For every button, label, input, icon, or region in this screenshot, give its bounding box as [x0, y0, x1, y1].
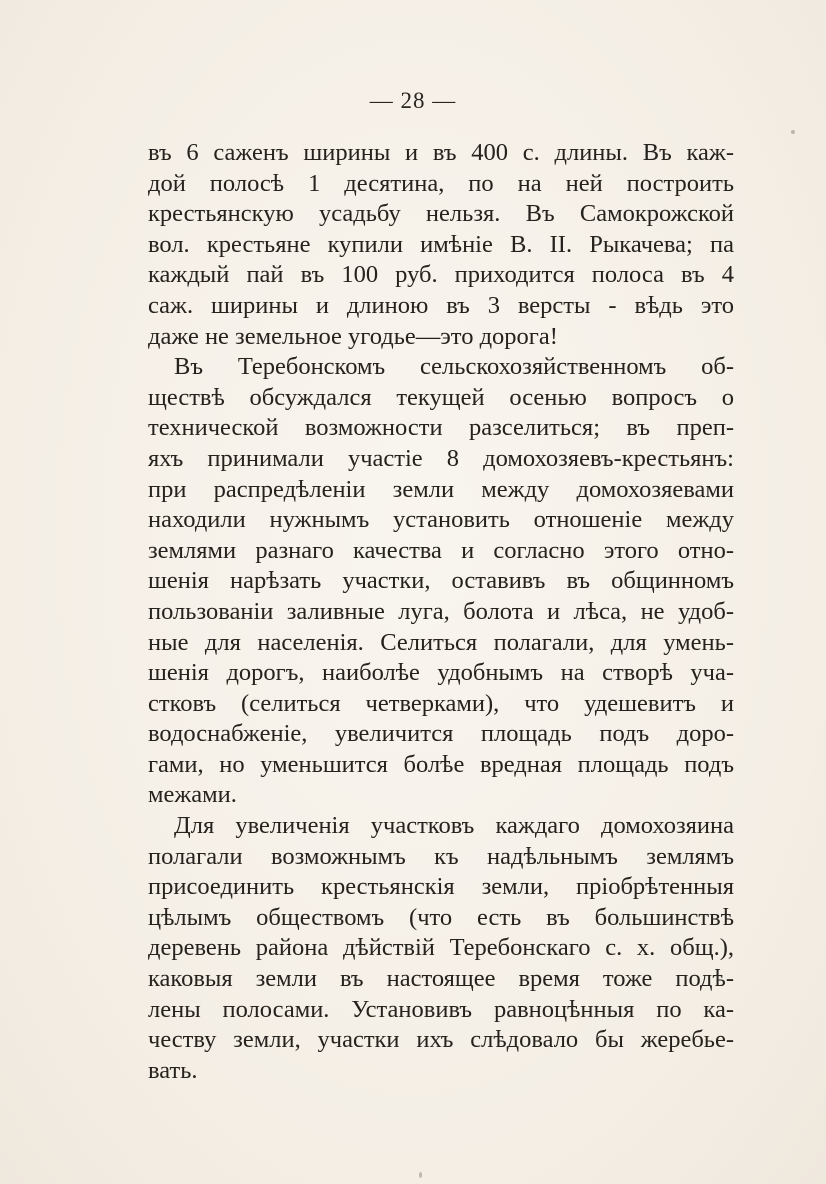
text-line: вол. крестьяне купили имѣніе В. II. Рыкачева; па	[148, 230, 734, 258]
text-line: даже не земельное угодье—это дорога!	[148, 322, 558, 350]
text-line: ные для населенія. Селиться полагали, для умень-	[148, 628, 734, 656]
paragraph-start-line: Для увеличенія участковъ каждаго домохозяина	[174, 812, 734, 840]
text-line: саж. ширины и длиною въ 3 версты - вѣдь это	[148, 291, 734, 319]
text-line: присоединить крестьянскія земли, пріобрѣтенныя	[148, 873, 734, 901]
text-line: лены полосами. Установивъ равноцѣнныя по ка-	[148, 995, 734, 1023]
text-line: деревень района дѣйствій Теребонскаго с. х. общ.),	[148, 934, 734, 962]
page-number: — 28 —	[369, 88, 457, 113]
text-line: при распредѣленіи земли между домохозяевами	[148, 475, 734, 503]
body-text	[148, 138, 734, 1086]
text-line: каждый пай въ 100 руб. приходится полоса въ 4	[148, 261, 734, 289]
text-line: шенія дорогъ, наиболѣе удобнымъ на створѣ уча-	[148, 659, 734, 687]
text-line: землями разнаго качества и согласно этого отно-	[148, 536, 734, 564]
text-line: пользованіи заливные луга, болота и лѣса, не удоб-	[148, 597, 734, 625]
text-line: стковъ (селиться четверками), что удешевитъ и	[148, 689, 734, 717]
text-line: гами, но уменьшится болѣе вредная площадь подъ	[148, 750, 734, 778]
text-line: полагали возможнымъ къ надѣльнымъ землямъ	[148, 842, 734, 870]
text-line: крестьянскую усадьбу нельзя. Въ Самокрожской	[148, 200, 734, 228]
text-line: цѣлымъ обществомъ (что есть въ большинствѣ	[148, 903, 734, 931]
text-line: каковыя земли въ настоящее время тоже подѣ-	[148, 965, 734, 993]
paper-speck	[419, 1172, 422, 1178]
text-line: шенія нарѣзать участки, оставивъ въ общинномъ	[148, 567, 734, 595]
text-line: технической возможности разселиться; въ преп-	[148, 414, 734, 442]
paper-speck	[791, 130, 795, 134]
text-line: въ 6 саженъ ширины и въ 400 с. длины. Въ каж-	[148, 139, 734, 166]
text-line: честву земли, участки ихъ слѣдовало бы жеребье-	[148, 1026, 734, 1054]
paragraph-start-line: Въ Теребонскомъ сельскохозяйственномъ об-	[174, 353, 734, 381]
text-line: водоснабженіе, увеличится площадь подъ доро-	[148, 720, 734, 748]
text-line: находили нужнымъ установить отношеніе между	[148, 506, 734, 534]
text-line: яхъ принимали участіе 8 домохозяевъ-крестьянъ:	[148, 444, 734, 472]
text-line: дой полосѣ 1 десятина, по на ней построить	[148, 169, 734, 197]
text-line: ществѣ обсуждался текущей осенью вопросъ о	[148, 383, 734, 411]
text-line: вать.	[148, 1056, 198, 1084]
text-line: межами.	[148, 781, 237, 809]
